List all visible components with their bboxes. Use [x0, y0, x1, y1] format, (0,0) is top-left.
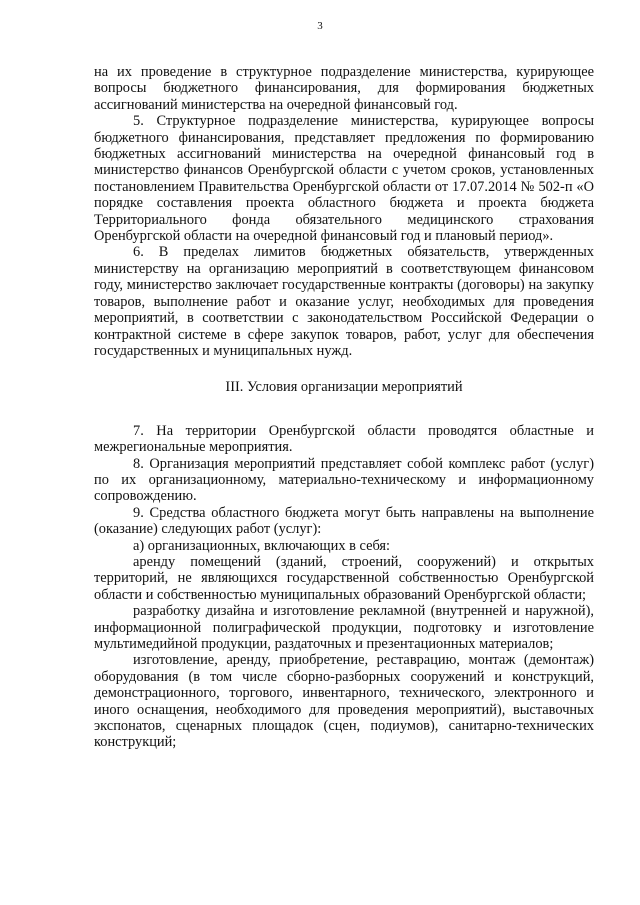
subitem-a: а) организационных, включающих в себя:	[133, 537, 391, 554]
paragraph-item-5: 5. Структурное подразделение министерства, курирующее вопросы бюджетного финансирования, представляет предложения по формированию бюджетных ассигнований министерства на очередной финансовый год в министерство финансов Оренбургской области с учетом сроков, установленных постановлением Правительства Оренбургской области от 17.07.2014 № 502-п «О порядке составления проекта областного бюджета и проекта бюджета Территориального фонда обязательного медицинского страхования Оренбургской области на очередной финансовый год и плановый период».	[94, 113, 594, 245]
page-number: 3	[317, 20, 323, 32]
paragraph-item-6: 6. В пределах лимитов бюджетных обязательств, утвержденных министерству на организацию мероприятий в соответствующем финансовом году, министерство заключает государственные контракты (договоры) на закупку товаров, выполнение работ и оказание услуг, необходимых для проведения мероприятий, в соответствии с законодательством Российской Федерации о контрактной системе в сфере закупок товаров, работ, услуг для обеспечения государственных и муниципальных нужд.	[94, 244, 594, 359]
paragraph-item-7: 7. На территории Оренбургской области проводятся областные и межрегиональные мероприятия.	[94, 422, 594, 456]
section-heading: III. Условия организации мероприятий	[225, 379, 463, 396]
list-item-design-advertising: разработку дизайна и изготовление рекламной (внутренней и наружной), информационной полиграфической продукции, подготовку и изготовление мультимедийной продукции, раздаточных и презентационных материалов;	[94, 603, 594, 652]
list-item-rent-premises: аренду помещений (зданий, строений, сооружений) и открытых территорий, не являющихся государственной собственностью Оренбургской области и собственностью муниципальных образований Оренбургской области;	[94, 553, 594, 603]
paragraph-continuation: на их проведение в структурное подразделение министерства, курирующее вопросы бюджетного финансирования, для формирования бюджетных ассигнований министерства на очередной финансовый год.	[94, 64, 594, 113]
paragraph-item-8: 8. Организация мероприятий представляет собой комплекс работ (услуг) по их организационному, материально-техническому и информационному сопровождению.	[94, 455, 594, 505]
document-body	[94, 64, 594, 751]
paragraph-item-9: 9. Средства областного бюджета могут быть направлены на выполнение (оказание) следующих работ (услуг):	[94, 504, 594, 538]
list-item-equipment: изготовление, аренду, приобретение, реставрацию, монтаж (демонтаж) оборудования (в том числе сборно-разборных сооружений и конструкций, демонстрационного, торгового, инвентарного, технического, электронного и иного оснащения, необходимого для проведения мероприятий), выставочных экспонатов, сценарных площадок (сцен, подиумов), санитарно-технических конструкций;	[94, 652, 594, 751]
